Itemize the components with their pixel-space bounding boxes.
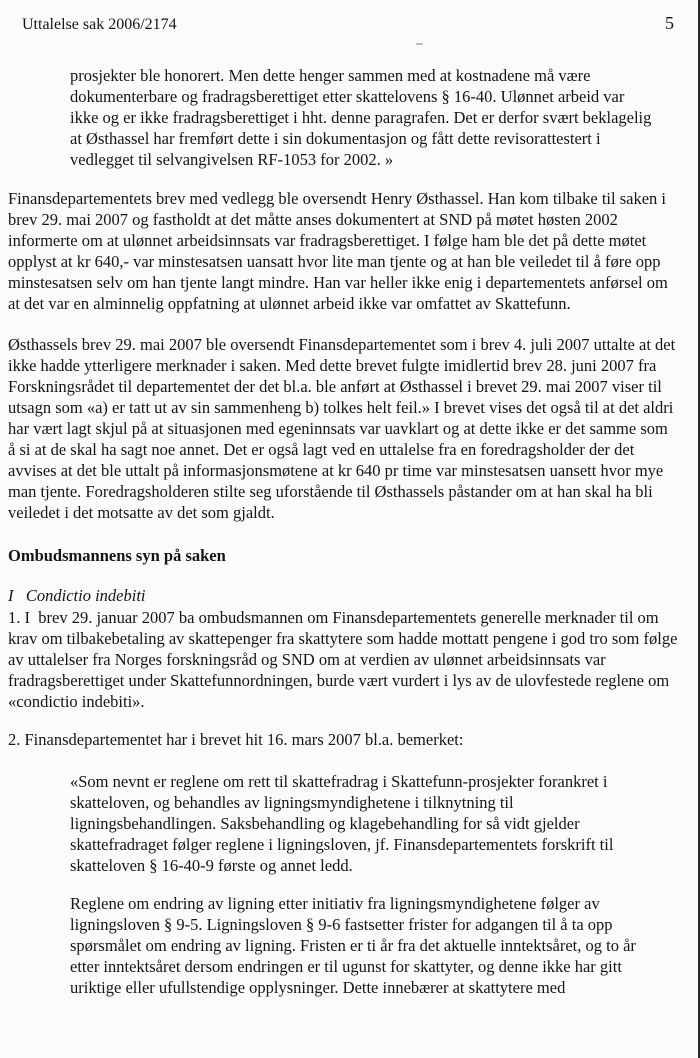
subheading-condictio-indebiti: I Condictio indebiti <box>8 586 146 605</box>
paragraph-brev-oversendt: Østhassels brev 29. mai 2007 ble oversendt Finansdepartementet som i brev 4. juli 2007 uttalte at det ikke hadde ytterligere merknader i saken. Med dette brevet fulgte imidlertid brev 28. juni 2007 fra Forskningsrådet til departementet der det bl.a. ble anført at Østhassel i brevet 29. mai 2007 viser til utsagn som «a) er tatt ut av sin sammenheng b) tolkes helt feil.» I brevet vises det også til at det aldri har vært lagt skjul på at situasjonen med egeninnsats var uavklart og at dette ikke er det samme som å si at de skal ha sagt noe annet. Det er også lagt ved en uttalelse fra en foredragsholder der det avvises at det ble uttalt på informasjonsmøtene at kr 640 pr time var minstesatsen uansett hvor mye man tjente. Foredragsholderen stilte seg uforstående til Østhassels påstander om at han skal ha bli veiledet i det motsatte av det som gjaldt. <box>8 335 676 522</box>
paragraph-finansdep-item-2: 2. Finansdepartementet har i brevet hit 16. mars 2007 bl.a. bemerket: <box>8 730 464 749</box>
blockquote-endring-av-ligning: Reglene om endring av ligning etter initiativ fra ligningsmyndighetene følger av ligningsloven § 9-5. Ligningsloven § 9-6 fastsetter frister for adgangen til å ta opp spørsmålet om endring av ligning. Fristen er ti år fra det aktuelle inntektsåret, og to år etter inntektsåret dersom endringen er til ugunst for skattyter, og denne ikke har gitt uriktige eller ufullstendige opplysninger. Dette innebærer at skattytere med <box>70 894 636 997</box>
case-label: Uttalelse sak 2006/2174 <box>22 16 177 33</box>
page-header <box>0 0 700 34</box>
blockquote-skattefradrag-regler: «Som nevnt er reglene om rett til skattefradrag i Skattefunn-prosjekter forankret i skatteloven, og behandles av ligningsmyndighetene i tilknytning til ligningsbehandlingen. Saksbehandling og klagebehandling for så vidt gjelder skattefradraget følger reglene i ligningsloven, jf. Finansdepartementets forskrift til skatteloven § 16-40-9 første og annet ledd. <box>70 772 614 875</box>
page-number: 5 <box>665 13 674 33</box>
section-heading-ombudsmannens-syn: Ombudsmannens syn på saken <box>8 546 226 565</box>
paragraph-condictio-item-1: 1. I brev 29. januar 2007 ba ombudsmannen om Finansdepartementets generelle merknader til om krav om tilbakebetaling av skattepenger fra skattytere som hadde mottatt pengene i god tro som følge av uttalelser fra Norges forskningsråd og SND om at verdien av ulønnet arbeidsinnsats var fradragsberettiget under Skattefunnordningen, burde vært vurdert i lys av de ulovfestede reglene om «condictio indebiti». <box>8 608 678 711</box>
scan-speck-artifact <box>416 43 423 45</box>
paragraph-osthassel-reply: Finansdepartementets brev med vedlegg ble oversendt Henry Østhassel. Han kom tilbake til saken i brev 29. mai 2007 og fastholdt at det måtte anses dokumentert at SND på møtet høsten 2002 informerte om at ulønnet arbeidsinnsats var fradragsberettiget. I følge ham ble det på dette møtet opplyst at kr 640,- var minstesatsen uansatt hvor lite man tjente og at han ble veiledet til å føre opp minstesatsen selv om han tjente langt mindre. Han var heller ikke enig i departementets anførsel om at det var en alminnelig oppfatning at ulønnet arbeid ikke var omfattet av Skattefunn. <box>8 189 668 313</box>
blockquote-project-costs: prosjekter ble honorert. Men dette henger sammen med at kostnadene må være dokumenterbare og fradragsberettiget etter skattelovens § 16-40. Ulønnet arbeid var ikke og er ikke fradragsberettiget i hht. denne paragrafen. Det er derfor svært beklagelig at Østhassel har fremført dette i sin dokumentasjon og fått dette revisorattestert i vedlegget til selvangivelsen RF-1053 for 2002. » <box>70 66 652 169</box>
